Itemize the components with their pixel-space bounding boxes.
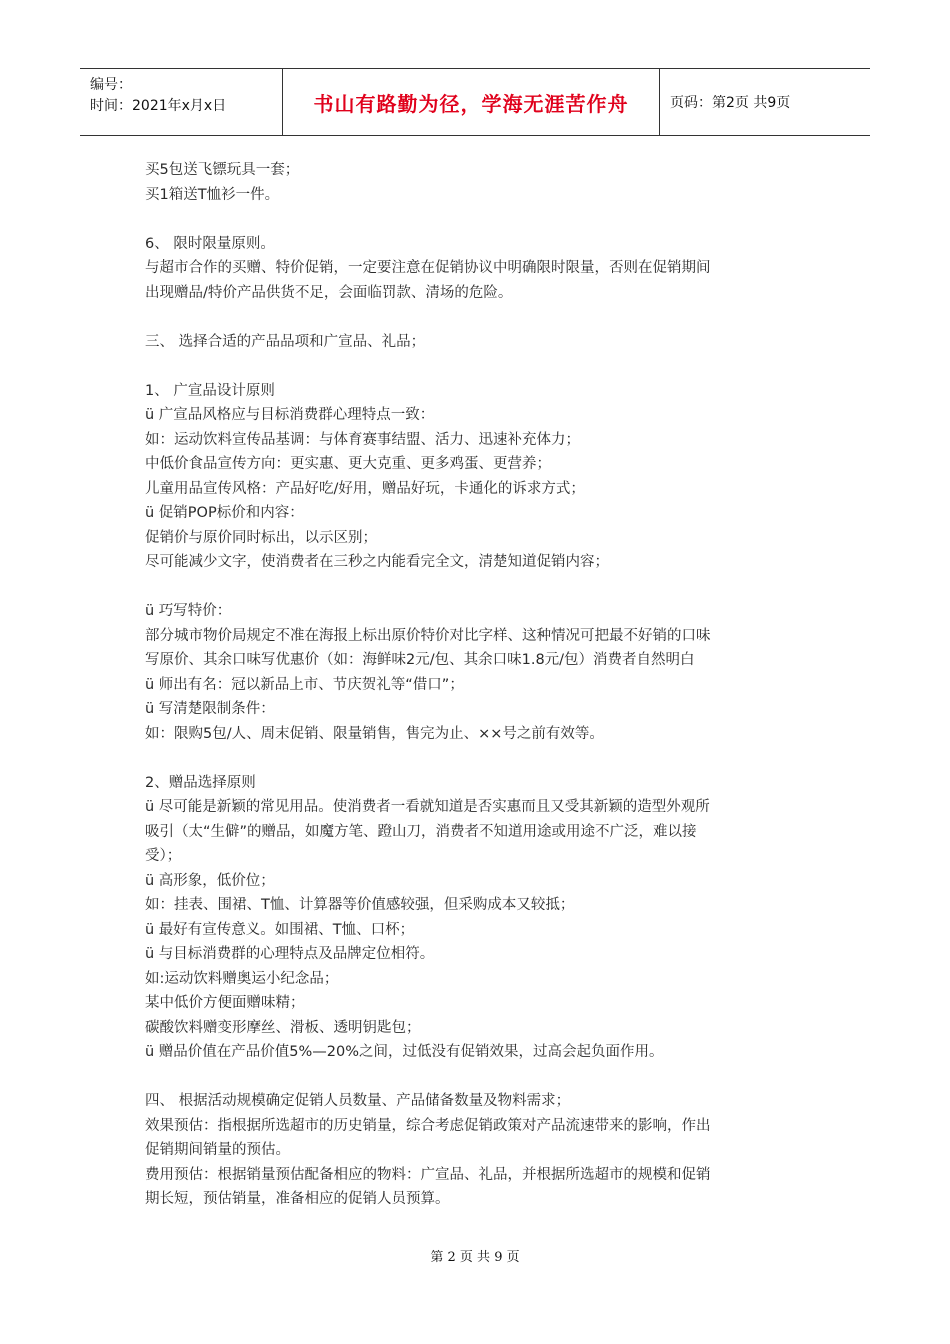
blank-line — [145, 305, 810, 330]
text-line: ü 与目标消费群的心理特点及品牌定位相符。 — [145, 946, 435, 962]
header-page-label: 页码：第2页 共9页 — [670, 95, 791, 111]
text-line: 促销价与原价同时标出，以示区别； — [145, 529, 377, 546]
text-line: 三、 选择合适的产品品项和广宣品、礼品； — [145, 333, 426, 350]
text-line: 如：挂表、围裙、T恤、计算器等价值感较强，但采购成本又较抵； — [145, 897, 575, 913]
text-line: ü 写清楚限制条件： — [145, 701, 275, 717]
blank-line — [145, 207, 810, 232]
time-label: 时间：2021年x月x日 — [90, 98, 227, 114]
text-line: 如:运动饮料赠奥运小纪念品； — [145, 970, 339, 987]
text-line: 四、 根据活动规模确定促销人员数量、产品储备数量及物料需求； — [145, 1093, 571, 1109]
page-header — [80, 68, 870, 136]
text-line: 尽可能减少文字，使消费者在三秒之内能看完全文，清楚知道促销内容； — [145, 554, 609, 570]
blank-line — [145, 354, 810, 379]
text-line: ü 广宣品风格应与目标消费群心理特点一致： — [145, 407, 435, 423]
blank-line — [145, 575, 810, 600]
text-line: 某中低价方便面赠味精； — [145, 995, 305, 1011]
text-line: 效果预估：指根据所选超市的历史销量，综合考虑促销政策对产品流速带来的影响，作出 — [145, 1117, 711, 1134]
text-line: ü 巧写特价： — [145, 603, 232, 619]
blank-line — [145, 746, 810, 771]
text-line: 买5包送飞镖玩具一套； — [145, 162, 300, 178]
text-line: 部分城市物价局规定不准在海报上标出原价特价对比字样、这种情况可把最不好销的口味 — [145, 627, 711, 644]
text-line: 费用预估：根据销量预估配备相应的物料：广宣品、礼品，并根据所选超市的规模和促销 — [145, 1166, 711, 1183]
header-motto: 书山有路勤为径，学海无涯苦作舟 — [283, 69, 660, 135]
text-line: ü 高形象，低价位； — [145, 872, 275, 889]
text-line: 期长短，预估销量，准备相应的促销人员预算。 — [145, 1191, 450, 1207]
text-line: 吸引（太“生僻”的赠品，如魔方笔、蹬山刀，消费者不知道用途或用途不广泛，难以接 — [145, 823, 697, 840]
text-line: ü 赠品价值在产品价值5%—20%之间，过低没有促销效果，过高会起负面作用。 — [145, 1044, 664, 1060]
page-footer: 第 2 页 共 9 页 — [430, 1250, 520, 1265]
text-line: 与超市合作的买赠、特价促销，一定要注意在促销协议中明确限时限量，否则在促销期间 — [145, 260, 711, 276]
text-line: ü 促销POP标价和内容： — [145, 505, 304, 521]
header-meta — [80, 69, 283, 135]
text-line: 6、 限时限量原则。 — [145, 235, 275, 252]
document-body — [145, 158, 810, 1212]
text-line: 促销期间销量的预估。 — [145, 1142, 290, 1158]
text-line: 2、赠品选择原则 — [145, 774, 256, 791]
text-line: 出现赠品/特价产品供货不足，会面临罚款、清场的危险。 — [145, 284, 513, 301]
text-line: 买1箱送T恤衫一件。 — [145, 186, 280, 203]
text-line: 如：运动饮料宣传品基调：与体育赛事结盟、活力、迅速补充体力； — [145, 431, 580, 448]
text-line: 写原价、其余口味写优惠价（如：海鲜味2元/包、其余口味1.8元/包）消费者自然明白 — [145, 652, 695, 668]
text-line: ü 师出有名：冠以新品上市、节庆贺礼等“借口”； — [145, 676, 464, 693]
text-line: 受）； — [145, 848, 182, 864]
text-line: 中低价食品宣传方向：更实惠、更大克重、更多鸡蛋、更营养； — [145, 456, 551, 472]
text-line: 1、 广宣品设计原则 — [145, 382, 275, 399]
text-line: 碳酸饮料赠变形摩丝、滑板、透明钥匙包； — [145, 1019, 421, 1036]
text-line: ü 尽可能是新颖的常见用品。使消费者一看就知道是否实惠而且又受其新颖的造型外观所 — [145, 799, 710, 815]
blank-line — [145, 1065, 810, 1090]
text-line: 如：限购5包/人、周末促销、限量销售，售完为止、××号之前有效等。 — [145, 725, 604, 742]
number-label: 编号： — [90, 77, 132, 93]
text-line: 儿童用品宣传风格：产品好吃/好用，赠品好玩，卡通化的诉求方式； — [145, 480, 585, 497]
text-line: ü 最好有宣传意义。如围裙、T恤、口杯； — [145, 921, 415, 938]
